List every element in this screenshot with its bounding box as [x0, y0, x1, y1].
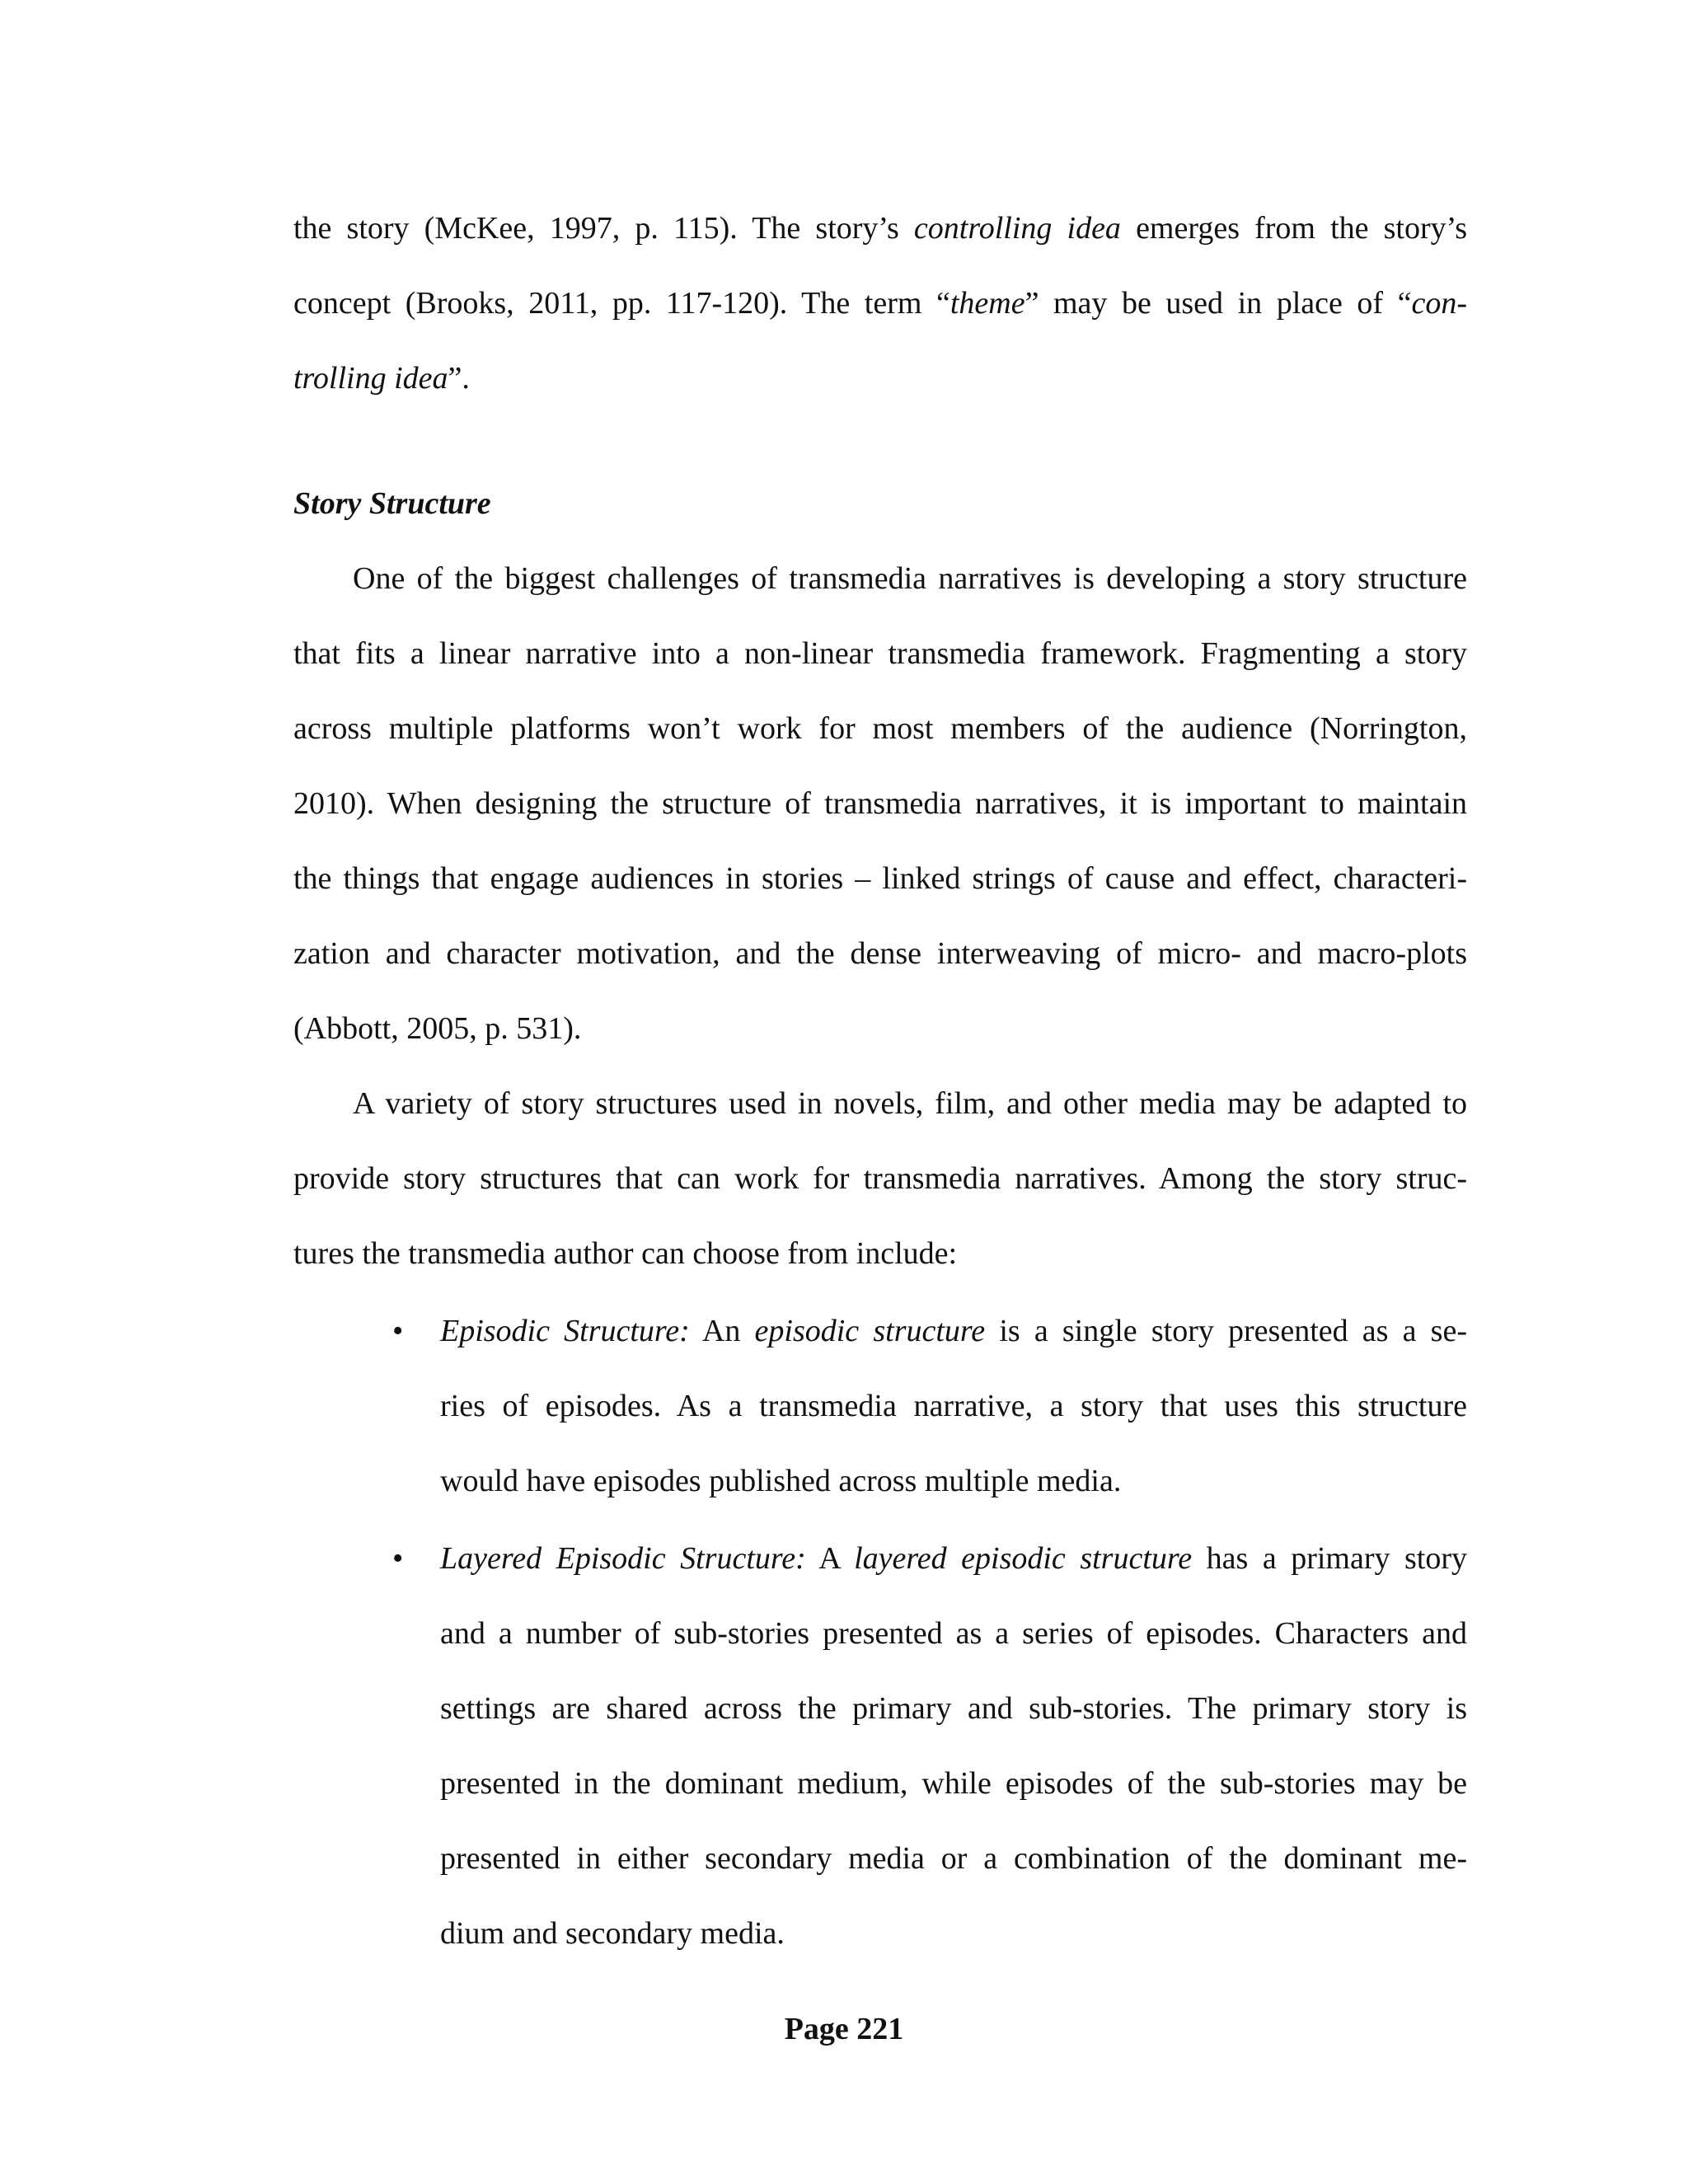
bullet-term: Layered Episodic Structure: [440, 1541, 806, 1576]
bullet-line: presented in the dominant medium, while episodes of the sub-stories may be [440, 1766, 1467, 1801]
bullet-line: and a number of sub-stories presented as a series of episodes. Characters and [440, 1616, 1467, 1651]
spacer [293, 416, 1467, 466]
intro-text: emerges from the story’s [1120, 211, 1467, 246]
bullet-line: ries of episodes. As a transmedia narrative, a story that uses this structure [440, 1389, 1467, 1423]
intro-italic-term: controlling idea [913, 211, 1121, 246]
bullet-item-episodic [392, 1294, 1467, 1519]
intro-italic-term: theme [950, 286, 1025, 321]
bullet-italic-term: episodic structure [754, 1314, 986, 1348]
document-page [293, 191, 1467, 1971]
intro-line [293, 266, 1467, 341]
bullet-italic-term: layered episodic structure [854, 1541, 1193, 1576]
paragraph-line: provide story structures that can work for transmedia narratives. Among the story struc- [293, 1161, 1467, 1196]
bullet-line: would have episodes published across multiple media. [440, 1464, 1122, 1498]
paragraph-line: that fits a linear narrative into a non-linear transmedia framework. Fragmenting a story [293, 636, 1467, 671]
intro-text: ”. [448, 361, 470, 396]
paragraph-line: A variety of story structures used in novels, film, and other media may be adapted to [353, 1086, 1467, 1121]
bullet-icon: • [392, 1541, 404, 1576]
bullet-item-layered-episodic [392, 1521, 1468, 1971]
bullet-line [440, 1521, 1467, 1596]
intro-text: the story (McKee, 1997, p. 115). The story’s [293, 211, 914, 246]
bullet-line [440, 1294, 1467, 1369]
paragraph-line: the things that engage audiences in stories – linked strings of cause and effect, characteri- [293, 861, 1467, 896]
bullet-line: presented in either secondary media or a combination of the dominant me- [440, 1841, 1467, 1876]
paragraph-line: 2010). When designing the structure of transmedia narratives, it is important to maintain [293, 786, 1467, 821]
paragraph-line: (Abbott, 2005, p. 531). [293, 1011, 582, 1046]
bullet-line: settings are shared across the primary and sub-stories. The primary story is [440, 1691, 1467, 1726]
intro-text: concept (Brooks, 2011, pp. 117-120). The term “ [293, 286, 950, 321]
intro-italic-term: trolling idea [293, 361, 448, 396]
bullet-text: An [689, 1314, 755, 1348]
intro-text: ” may be used in place of “ [1025, 286, 1412, 321]
bullet-text: is a single story presented as a se- [985, 1314, 1467, 1348]
bullet-text: A [805, 1541, 855, 1576]
bullet-term: Episodic Structure: [440, 1314, 690, 1348]
page-number: Page 221 [784, 2012, 904, 2046]
bullet-text: has a primary story [1192, 1541, 1468, 1576]
paragraph-line: tures the transmedia author can choose from include: [293, 1236, 958, 1271]
bullet-icon: • [392, 1314, 404, 1348]
paragraph-line: across multiple platforms won’t work for most members of the audience (Norrington, [293, 711, 1467, 746]
paragraph-line: zation and character motivation, and the dense interweaving of micro- and macro-plots [293, 936, 1467, 971]
section-heading: Story Structure [293, 486, 491, 521]
intro-line [293, 191, 1467, 266]
bullet-line: dium and secondary media. [440, 1916, 785, 1951]
intro-italic-term: con- [1411, 286, 1468, 321]
paragraph-line: One of the biggest challenges of transmedia narratives is developing a story structure [353, 561, 1467, 596]
intro-line [293, 341, 1467, 416]
